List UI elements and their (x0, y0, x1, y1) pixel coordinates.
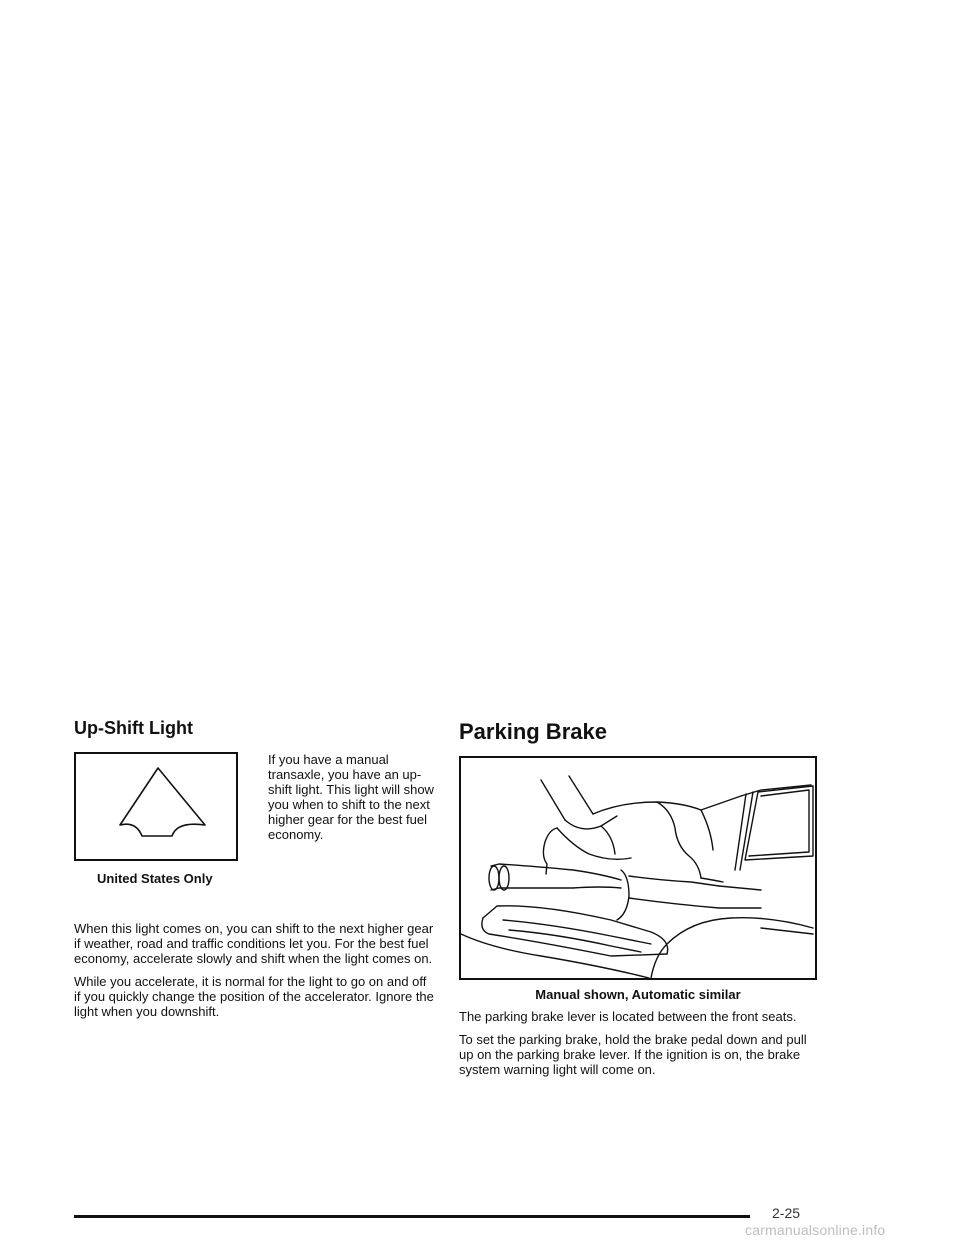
page-number: 2-25 (772, 1205, 801, 1221)
upshift-icon-row (74, 752, 436, 910)
upshift-icon-text: If you have a manual transaxle, you have an up-shift light. This light will show you when to shift to the next higher gear for the best fuel economy. (268, 752, 434, 842)
parking-brake-lever-illustration (461, 758, 815, 978)
parking-section (459, 716, 817, 1085)
upshift-triangle-icon (76, 754, 236, 859)
parking-paragraph: The parking brake lever is located between the front seats. (459, 1009, 797, 1024)
upshift-paragraph: When this light comes on, you can shift to the next higher gear if weather, road and traffic conditions let you. For the best fuel economy, accelerate slowly and shift when the light comes on. (74, 921, 434, 966)
parking-paragraph: To set the parking brake, hold the brake pedal down and pull up on the parking brake lever. If the ignition is on, the brake system warning light will come on. (459, 1032, 807, 1077)
upshift-icon-caption: United States Only (97, 871, 213, 886)
footer-rule (74, 1215, 750, 1218)
parking-figure-caption: Manual shown, Automatic similar (535, 987, 741, 1002)
upshift-section (74, 716, 436, 1027)
upshift-body (74, 921, 436, 1019)
upshift-paragraph: While you accelerate, it is normal for the light to go on and off if you quickly change the position of the accelerator. Ignore the light when you downshift. (74, 974, 434, 1019)
parking-heading: Parking Brake (459, 719, 607, 744)
parking-brake-figure (459, 756, 817, 980)
upshift-heading: Up-Shift Light (74, 718, 193, 738)
watermark: carmanualsonline.info (745, 1222, 886, 1238)
upshift-light-icon-frame (74, 752, 238, 861)
